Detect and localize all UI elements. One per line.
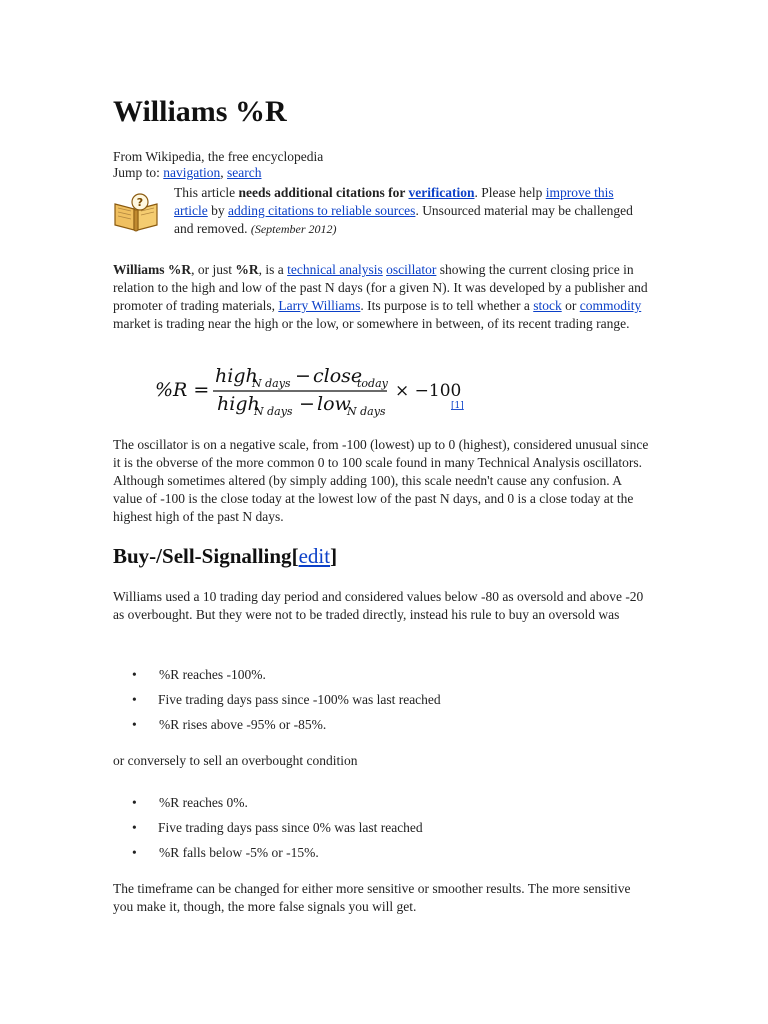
buy-rules-list (113, 666, 633, 741)
bullet: • (132, 667, 137, 682)
list-item (113, 691, 633, 716)
list-item-text: %R reaches -100%. (159, 667, 266, 682)
section-heading-buy-sell (113, 542, 337, 570)
adding-citations-link[interactable]: adding citations to reliable sources (227, 203, 416, 218)
page-title: Williams %R (113, 95, 287, 128)
intro-text-1: , or just (191, 262, 236, 277)
bullet: • (132, 845, 137, 860)
oscillator-paragraph: The oscillator is on a negative scale, from -100 (lowest) up to 0 (highest), considered unusual since it is the obverse of the more common 0 to 100 scale found in many Technical Analysis oscillators. Although sometimes altered (by simply adding 100), this scale needn't cause any confusion. A value of -100 is the close today at the lowest low of the past N days, and 0 is a close today at the highest high of the past N days. (113, 437, 649, 524)
improve-article-link[interactable]: improve this article (174, 185, 614, 218)
list-item (113, 844, 633, 869)
formula-num-close-sub: today (357, 377, 388, 390)
formula-num-close: close (313, 365, 363, 387)
formula-den-high: high (217, 393, 260, 415)
intro-text-2: , is a (258, 262, 288, 277)
formula-lhs: %R = (155, 379, 210, 401)
notice-date: (September 2012) (250, 222, 337, 236)
formula-num-high-sub: N days (252, 377, 291, 390)
formula-times: × −100 (395, 381, 462, 401)
intro-text-5: . Its purpose is to tell whether a (360, 298, 534, 313)
list-item (113, 666, 633, 691)
intro-paragraph (113, 261, 653, 333)
term-r: %R (235, 262, 259, 277)
verification-link[interactable]: verification (408, 185, 475, 200)
list-item-text: %R falls below -5% or -15%. (159, 845, 319, 860)
intro-text-7: market is trading near the high or the low, or somewhere in between, of its recent trading range. (113, 316, 630, 331)
site-subtitle: From Wikipedia, the free encyclopedia (113, 149, 324, 164)
notice-text (174, 184, 649, 238)
search-link[interactable]: search (227, 165, 262, 180)
technical-analysis-link[interactable]: technical analysis (287, 262, 383, 277)
formula-minus-2: − (299, 393, 315, 415)
formula-reference-link[interactable]: [1] (451, 401, 464, 411)
bullet: • (132, 692, 137, 707)
timeframe-paragraph: The timeframe can be changed for either more sensitive or smoother results. The more sensitive you make it, though, the more false signals you will get. (113, 881, 631, 914)
book-question-icon (113, 192, 159, 232)
bullet: • (132, 717, 137, 732)
list-item-text: %R reaches 0%. (159, 795, 248, 810)
larry-williams-link[interactable]: Larry Williams (278, 298, 361, 313)
commodity-link[interactable]: commodity (579, 298, 642, 313)
sell-intro: or conversely to sell an overbought condition (113, 753, 358, 768)
edit-section-link[interactable]: edit (298, 544, 331, 568)
list-item-text: %R rises above -95% or -85%. (159, 717, 327, 732)
term-williams-r: Williams %R (113, 262, 192, 277)
oscillator-link[interactable]: oscillator (386, 262, 437, 277)
formula-num-high: high (215, 365, 258, 387)
intro-text-4: showing the current closing price in relation to the high and low of the past N days (for a given N). It was developed by a publisher and promoter of trading materials, (113, 262, 648, 313)
intro-text-6: or (561, 298, 580, 313)
list-item (113, 819, 633, 844)
buy-paragraph: Williams used a 10 trading day period and considered values below -80 as oversold and above -20 as overbought. But they were not to be traded directly, instead his rule to buy an oversold was (113, 589, 644, 622)
notice-bold: needs additional citations for (238, 185, 409, 200)
bullet: • (132, 795, 137, 810)
jump-separator: , (220, 165, 228, 180)
jump-prefix: Jump to: (113, 165, 164, 180)
section-heading-text: Buy-/Sell-Signalling (113, 544, 292, 568)
notice-text-1: This article (174, 185, 239, 200)
navigation-link[interactable]: navigation (163, 165, 221, 180)
formula-den-low: low (317, 393, 351, 415)
list-item (113, 716, 633, 741)
list-item-text: Five trading days pass since 0% was last reached (158, 820, 423, 835)
jump-links (113, 164, 262, 181)
edit-close-bracket: ] (330, 544, 338, 568)
sell-rules-list (113, 794, 633, 869)
edit-open-bracket: [ (291, 544, 299, 568)
formula-minus-1: − (295, 365, 311, 387)
williams-r-formula (155, 362, 515, 420)
list-item-text: Five trading days pass since -100% was last reached (158, 692, 441, 707)
notice-text-3: . Please help (474, 185, 546, 200)
list-item (113, 794, 633, 819)
formula-den-low-sub: N days (347, 405, 386, 418)
notice-text-5: . Unsourced material may be challenged and removed. (174, 203, 633, 236)
stock-link[interactable]: stock (533, 298, 562, 313)
svg-text:?: ? (136, 196, 144, 209)
bullet: • (132, 820, 137, 835)
formula-den-high-sub: N days (254, 405, 293, 418)
notice-text-4: by (207, 203, 228, 218)
